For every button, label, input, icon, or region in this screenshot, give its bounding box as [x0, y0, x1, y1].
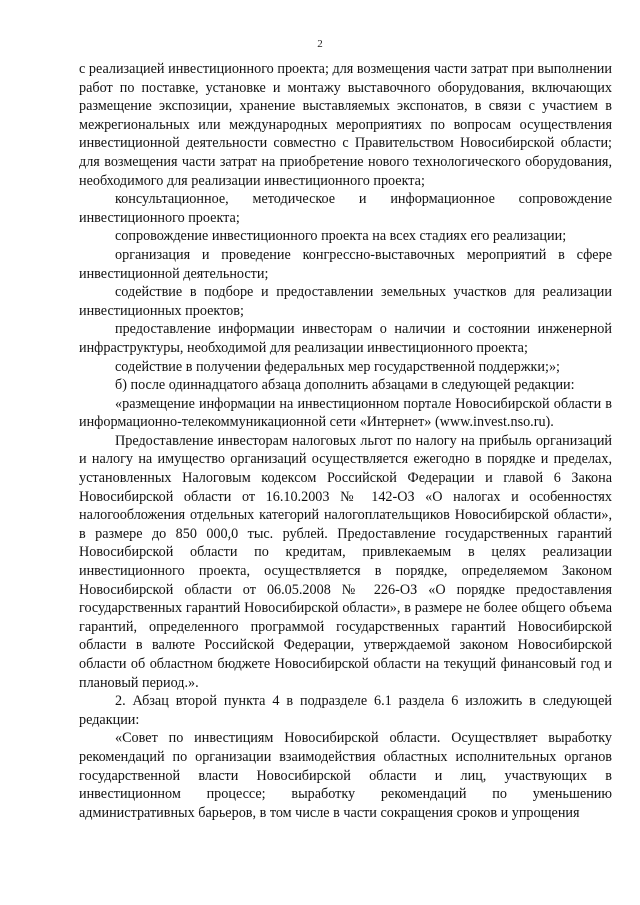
- paragraph-3: сопровождение инвестиционного проекта на всех стадиях его реализации;: [115, 228, 567, 245]
- paragraph-8: б) после одиннадцатого абзаца дополнить абзацами в следующей редакции:: [115, 377, 575, 394]
- document-body: [79, 60, 612, 822]
- paragraph-4: организация и проведение конгрессно-выставочных мероприятий в сфере инвестиционной деятельности;: [79, 246, 612, 282]
- paragraph-6: предоставление информации инвесторам о наличии и состоянии инженерной инфраструктуры, необходимой для реализации инвестиционного проекта;: [79, 321, 612, 356]
- paragraph-2: консультационное, методическое и информационное сопровождение инвестиционного проекта;: [79, 191, 612, 226]
- paragraph-5: содействие в подборе и предоставлении земельных участков для реализации инвестиционных проектов;: [79, 284, 612, 319]
- paragraph-11: 2. Абзац второй пункта 4 в подразделе 6.1 раздела 6 изложить в следующей редакции:: [79, 693, 612, 728]
- paragraph-9: «размещение информации на инвестиционном портале Новосибирской области в информационно-телекоммуникационной сети «Интернет» (www.invest.nso.ru).: [79, 395, 612, 431]
- paragraph-12: «Совет по инвестициям Новосибирской области. Осуществляет выработку рекомендаций по организации взаимодействия областных исполнительных органов государственной власти Новосибирской области и лиц, участвующих в инвестиционном процессе; выработку рекомендаций по уменьшению административных барьеров, в том числе в части сокращения сроков и упрощения: [79, 730, 612, 821]
- paragraph-10: Предоставление инвесторам налоговых льгот по налогу на прибыль организаций и налогу на имущество организаций осуществляется ежегодно в порядке и пределах, установленных Налоговым кодексом Российской Федерации и главой 6 Закона Новосибирской области от 16.10.2003 № 142-ОЗ «О налогах и особенностях налогообложения отдельных категорий налогоплательщиков Новосибирской области», в размере до 850 000,0 тыс. рублей. Предоставление государственных гарантий Новосибирской области по кредитам, привлекаемым в целях реализации инвестиционного проекта, осуществляется в порядке, определяемом Законом Новосибирской области от 06.05.2008 № 226-ОЗ «О порядке предоставления государственных гарантий Новосибирской области», в размере не более общего объема гарантий, определенного программой государственных гарантий Новосибирской области в валюте Российской Федерации, утверждаемой законом Новосибирской области об областном бюджете Новосибирской области на текущий финансовый год и плановый период.».: [79, 432, 612, 691]
- paragraph-7: содействие в получении федеральных мер государственной поддержки;»;: [115, 358, 560, 375]
- paragraph-1: с реализацией инвестиционного проекта; для возмещения части затрат при выполнении работ по поставке, установке и монтажу выставочного оборудования, включающих размещение экспозиции, хранение выставляемых экспонатов, в связи с участием в межрегиональных или международных мероприятиях по вопросам осуществления инвестиционной деятельности совместно с Правительством Новосибирской области; для возмещения части затрат на приобретение нового технологического оборудования, необходимого для реализации инвестиционного проекта;: [79, 61, 612, 189]
- page-number: 2: [317, 38, 323, 50]
